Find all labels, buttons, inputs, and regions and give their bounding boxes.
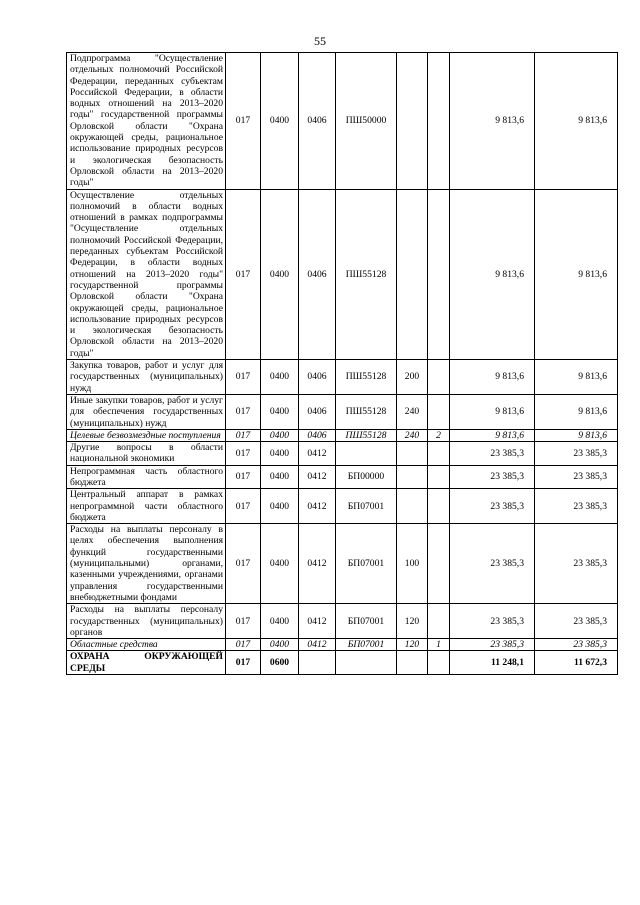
table-row	[67, 394, 618, 429]
budget-table	[66, 52, 618, 675]
funding-source-cell	[428, 360, 450, 395]
expense-type-cell: 240	[397, 394, 428, 429]
amount-year2-cell: 23 385,3	[535, 639, 618, 651]
subsection-code-cell	[299, 651, 336, 675]
section-code-cell: 0600	[261, 651, 299, 675]
amount-year1-cell: 23 385,3	[450, 524, 535, 604]
amount-year2-cell: 9 813,6	[535, 429, 618, 441]
department-code-cell: 017	[226, 651, 261, 675]
row-name-cell: Центральный аппарат в рамках непрограммной части областного бюджета	[67, 489, 226, 524]
amount-year1-cell: 9 813,6	[450, 394, 535, 429]
department-code-cell: 017	[226, 360, 261, 395]
amount-year1-cell: 23 385,3	[450, 442, 535, 466]
row-name-cell: Осуществление отдельных полномочий в области водных отношений в рамках подпрограммы "Осуществление отдельных полномочий Российской Федерации, переданных субъектам Российской Федерации, в области водных отношений на 2013–2020 годы" государственной программы Орловской области "Охрана окружающей среды, рациональное использование природных ресурсов и экологическая безопасность Орловской области на 2013–2020 годы"	[67, 189, 226, 359]
table-row	[67, 651, 618, 675]
amount-year2-cell: 9 813,6	[535, 360, 618, 395]
row-name-cell: Иные закупки товаров, работ и услуг для обеспечения государственных (муниципальных) нужд	[67, 394, 226, 429]
section-code-cell: 0400	[261, 604, 299, 639]
row-name-cell: Областные средства	[67, 639, 226, 651]
amount-year1-cell: 23 385,3	[450, 604, 535, 639]
department-code-cell: 017	[226, 53, 261, 190]
expense-type-cell: 240	[397, 429, 428, 441]
funding-source-cell	[428, 394, 450, 429]
subsection-code-cell: 0412	[299, 489, 336, 524]
amount-year1-cell: 9 813,6	[450, 360, 535, 395]
expense-type-cell	[397, 442, 428, 466]
department-code-cell: 017	[226, 604, 261, 639]
subsection-code-cell: 0412	[299, 442, 336, 466]
funding-source-cell	[428, 651, 450, 675]
section-code-cell: 0400	[261, 53, 299, 190]
target-article-cell: БП07001	[336, 524, 397, 604]
amount-year1-cell: 23 385,3	[450, 465, 535, 489]
row-name-cell: Расходы на выплаты персоналу в целях обеспечения выполнения функций государственными (муниципальными) органами, казенными учреждениями, органами управления государственными внебюджетными фондами	[67, 524, 226, 604]
amount-year2-cell: 23 385,3	[535, 442, 618, 466]
expense-type-cell	[397, 465, 428, 489]
table-row	[67, 604, 618, 639]
amount-year1-cell: 9 813,6	[450, 53, 535, 190]
subsection-code-cell: 0412	[299, 465, 336, 489]
subsection-code-cell: 0406	[299, 53, 336, 190]
department-code-cell: 017	[226, 524, 261, 604]
subsection-code-cell: 0406	[299, 394, 336, 429]
table-row	[67, 489, 618, 524]
section-code-cell: 0400	[261, 639, 299, 651]
amount-year2-cell: 23 385,3	[535, 465, 618, 489]
row-name-cell: Подпрограмма "Осуществление отдельных полномочий Российской Федерации, переданных субъектам Российской Федерации, в области водных отношений на 2013–2020 годы" государственной программы Орловской области "Охрана окружающей среды, рациональное использование природных ресурсов и экологическая безопасность Орловской области на 2013–2020 годы"	[67, 53, 226, 190]
expense-type-cell: 120	[397, 604, 428, 639]
department-code-cell: 017	[226, 465, 261, 489]
table-row	[67, 53, 618, 190]
expense-type-cell	[397, 489, 428, 524]
subsection-code-cell: 0406	[299, 360, 336, 395]
table-row	[67, 429, 618, 441]
budget-table-body	[67, 53, 618, 675]
table-row	[67, 524, 618, 604]
funding-source-cell	[428, 604, 450, 639]
amount-year1-cell: 9 813,6	[450, 189, 535, 359]
amount-year2-cell: 9 813,6	[535, 394, 618, 429]
target-article-cell: БП00000	[336, 465, 397, 489]
page-number: 55	[314, 34, 326, 48]
funding-source-cell: 1	[428, 639, 450, 651]
funding-source-cell	[428, 189, 450, 359]
funding-source-cell	[428, 53, 450, 190]
row-name-cell: Закупка товаров, работ и услуг для государственных (муниципальных) нужд	[67, 360, 226, 395]
department-code-cell: 017	[226, 489, 261, 524]
amount-year2-cell: 23 385,3	[535, 524, 618, 604]
amount-year2-cell: 9 813,6	[535, 53, 618, 190]
amount-year1-cell: 23 385,3	[450, 489, 535, 524]
amount-year1-cell: 23 385,3	[450, 639, 535, 651]
amount-year2-cell: 11 672,3	[535, 651, 618, 675]
table-row	[67, 639, 618, 651]
expense-type-cell: 120	[397, 639, 428, 651]
expense-type-cell	[397, 651, 428, 675]
department-code-cell: 017	[226, 442, 261, 466]
expense-type-cell	[397, 189, 428, 359]
target-article-cell: БП07001	[336, 639, 397, 651]
subsection-code-cell: 0406	[299, 429, 336, 441]
funding-source-cell	[428, 442, 450, 466]
section-code-cell: 0400	[261, 394, 299, 429]
section-code-cell: 0400	[261, 489, 299, 524]
target-article-cell	[336, 442, 397, 466]
target-article-cell: ПШ55128	[336, 360, 397, 395]
target-article-cell	[336, 651, 397, 675]
section-code-cell: 0400	[261, 524, 299, 604]
row-name-cell: Целевые безвозмездные поступления	[67, 429, 226, 441]
row-name-cell: Расходы на выплаты персоналу государственных (муниципальных) органов	[67, 604, 226, 639]
department-code-cell: 017	[226, 394, 261, 429]
target-article-cell: БП07001	[336, 604, 397, 639]
section-code-cell: 0400	[261, 189, 299, 359]
subsection-code-cell: 0412	[299, 524, 336, 604]
target-article-cell: БП07001	[336, 489, 397, 524]
amount-year1-cell: 9 813,6	[450, 429, 535, 441]
table-row	[67, 189, 618, 359]
amount-year2-cell: 9 813,6	[535, 189, 618, 359]
section-code-cell: 0400	[261, 442, 299, 466]
funding-source-cell	[428, 524, 450, 604]
amount-year2-cell: 23 385,3	[535, 489, 618, 524]
section-code-cell: 0400	[261, 465, 299, 489]
department-code-cell: 017	[226, 189, 261, 359]
funding-source-cell	[428, 465, 450, 489]
expense-type-cell: 200	[397, 360, 428, 395]
amount-year2-cell: 23 385,3	[535, 604, 618, 639]
row-name-cell: Непрограммная часть областного бюджета	[67, 465, 226, 489]
table-row	[67, 360, 618, 395]
table-row	[67, 442, 618, 466]
target-article-cell: ПШ55128	[336, 429, 397, 441]
section-code-cell: 0400	[261, 360, 299, 395]
row-name-cell: Другие вопросы в области национальной экономики	[67, 442, 226, 466]
subsection-code-cell: 0406	[299, 189, 336, 359]
department-code-cell: 017	[226, 429, 261, 441]
target-article-cell: ПШ55128	[336, 394, 397, 429]
funding-source-cell	[428, 489, 450, 524]
target-article-cell: ПШ55128	[336, 189, 397, 359]
department-code-cell: 017	[226, 639, 261, 651]
subsection-code-cell: 0412	[299, 639, 336, 651]
section-code-cell: 0400	[261, 429, 299, 441]
funding-source-cell: 2	[428, 429, 450, 441]
amount-year1-cell: 11 248,1	[450, 651, 535, 675]
expense-type-cell: 100	[397, 524, 428, 604]
target-article-cell: ПШ50000	[336, 53, 397, 190]
subsection-code-cell: 0412	[299, 604, 336, 639]
table-row	[67, 465, 618, 489]
row-name-cell: ОХРАНА ОКРУЖАЮЩЕЙ СРЕДЫ	[67, 651, 226, 675]
expense-type-cell	[397, 53, 428, 190]
